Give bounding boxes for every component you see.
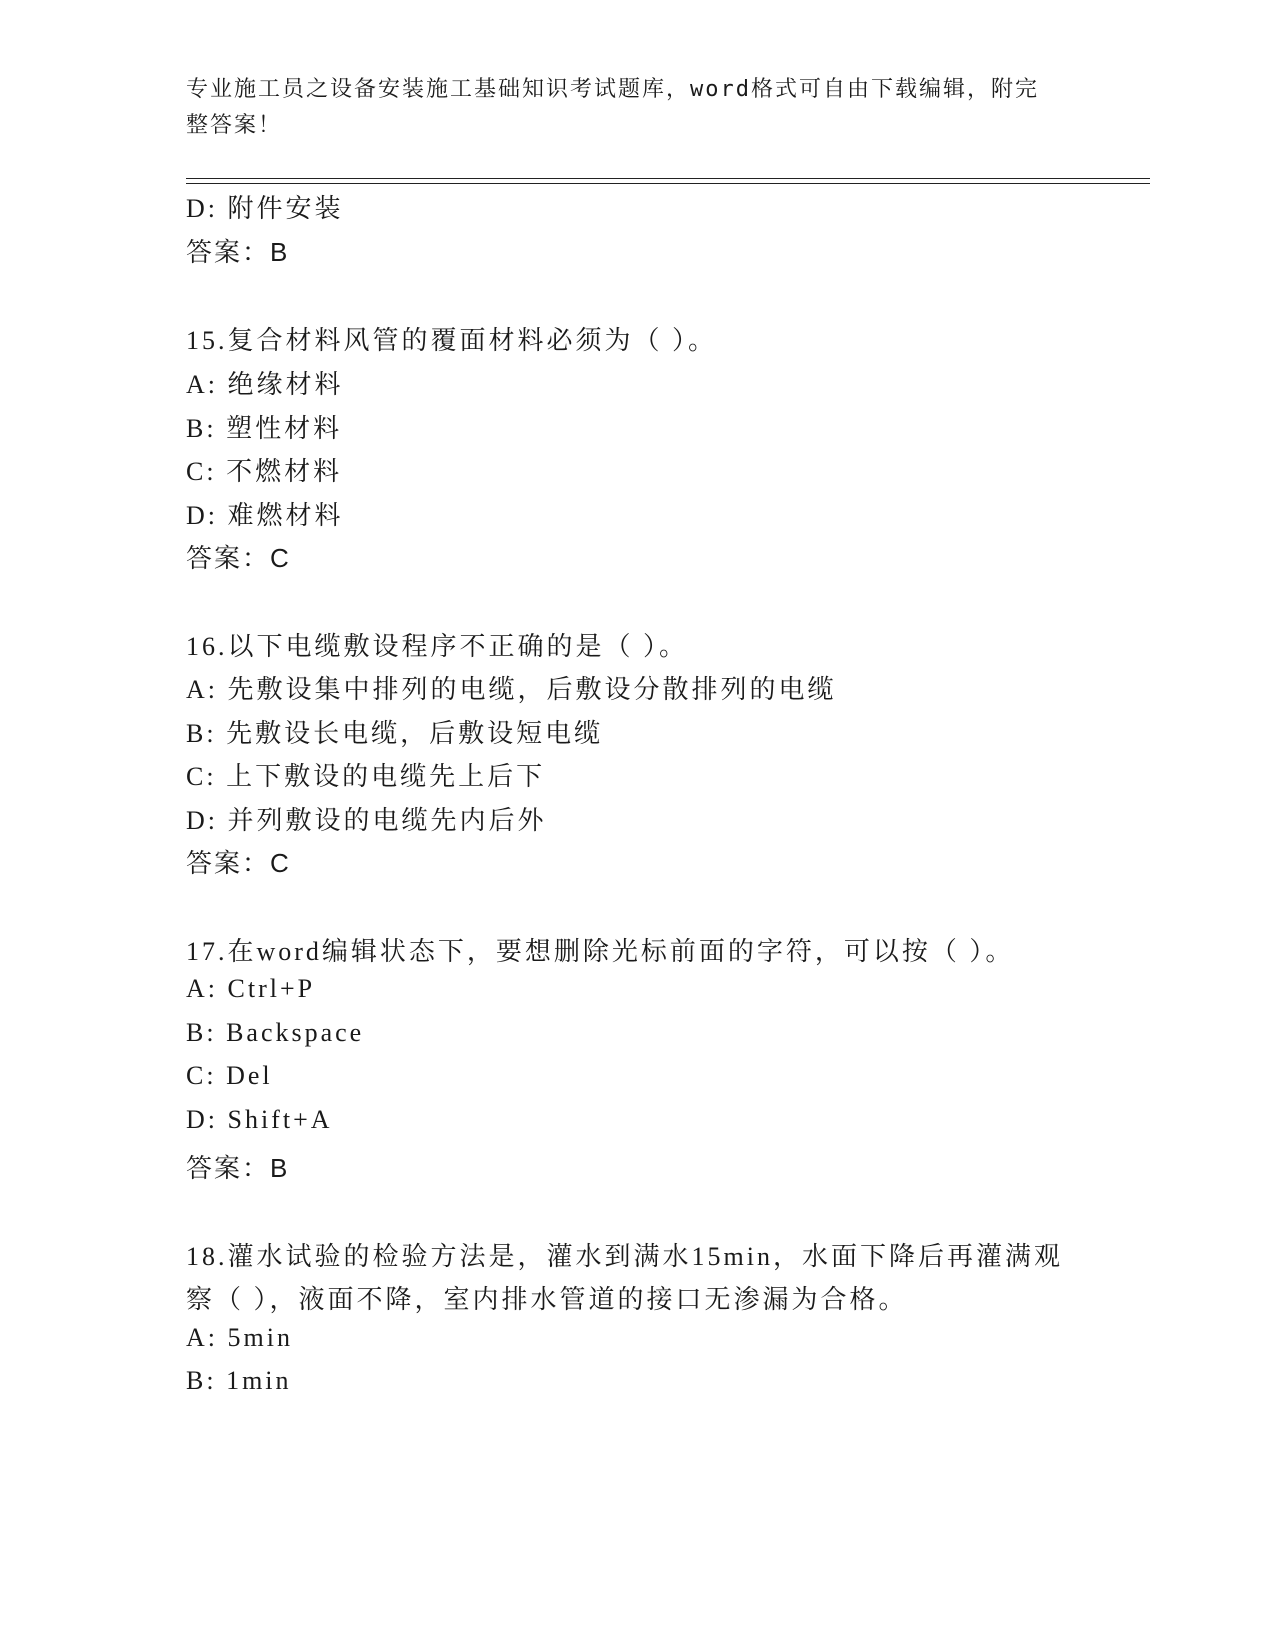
q15-option-a: A: 绝缘材料	[186, 370, 344, 399]
header-divider-top	[186, 178, 1150, 179]
q15-option-d: D: 难燃材料	[186, 501, 344, 530]
q15-answer: 答案：C	[186, 543, 291, 573]
q18-stem-line-1: 18.灌水试验的检验方法是，灌水到满水15min，水面下降后再灌满观	[186, 1242, 1063, 1271]
q17-option-b: B: Backspace	[186, 1018, 365, 1047]
q17-stem: 17.在word编辑状态下，要想删除光标前面的字符，可以按（ ）。	[186, 937, 1015, 966]
q17-option-d: D: Shift+A	[186, 1105, 333, 1134]
q18-option-b: B: 1min	[186, 1366, 292, 1395]
q16-option-d: D: 并列敷设的电缆先内后外	[186, 806, 547, 835]
header-line-2: 整答案！	[186, 113, 283, 138]
q16-stem: 16.以下电缆敷设程序不正确的是（ ）。	[186, 632, 689, 661]
q15-option-c: C: 不燃材料	[186, 457, 343, 486]
q15-option-b: B: 塑性材料	[186, 414, 343, 443]
q14-option-d: D: 附件安装	[186, 194, 344, 223]
q18-option-a: A: 5min	[186, 1323, 293, 1352]
q15-stem: 15.复合材料风管的覆面材料必须为（ ）。	[186, 326, 718, 355]
q16-option-c: C: 上下敷设的电缆先上后下	[186, 762, 546, 791]
q16-option-b: B: 先敷设长电缆，后敷设短电缆	[186, 719, 604, 748]
document-header	[186, 72, 1066, 144]
q16-answer: 答案：C	[186, 848, 291, 878]
header-line-1: 专业施工员之设备安装施工基础知识考试题库，word格式可自由下载编辑，附完	[186, 77, 1039, 102]
q17-answer: 答案：B	[186, 1153, 290, 1183]
q18-stem-line-2: 察（ ），液面不降，室内排水管道的接口无渗漏为合格。	[186, 1285, 908, 1314]
q14-answer: 答案：B	[186, 237, 290, 267]
q17-option-a: A: Ctrl+P	[186, 974, 316, 1003]
q16-option-a: A: 先敷设集中排列的电缆，后敷设分散排列的电缆	[186, 675, 837, 704]
q17-option-c: C: Del	[186, 1061, 273, 1090]
header-divider-bottom	[186, 183, 1150, 184]
